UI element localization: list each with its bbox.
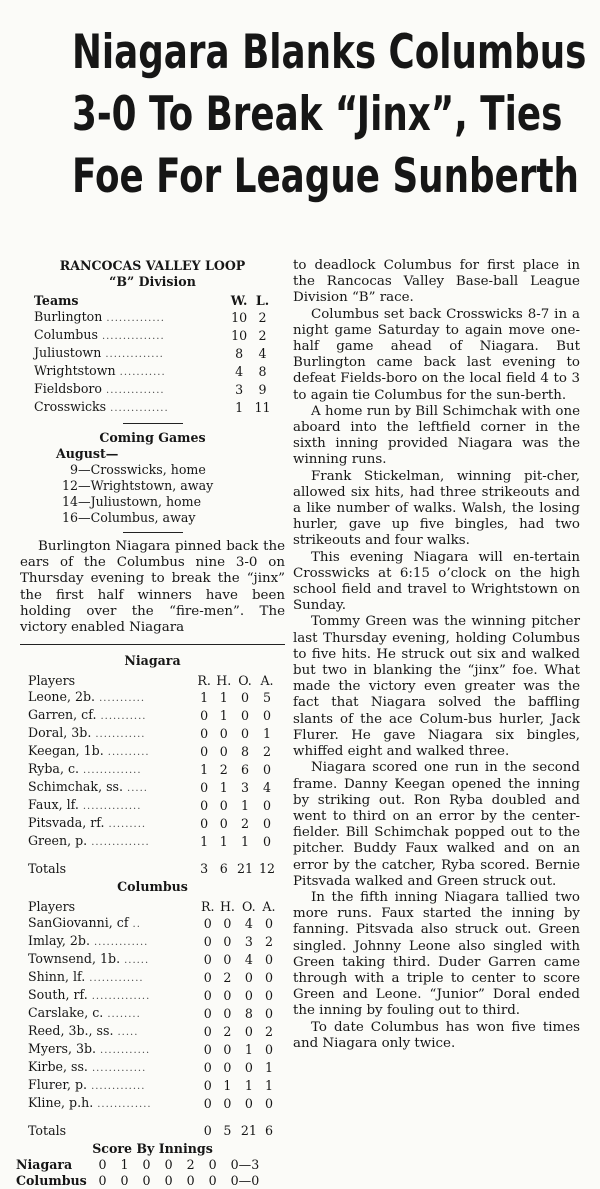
- player-name: Faux, lf.: [28, 797, 79, 813]
- box-totals-row: [28, 1123, 278, 1139]
- box-row: Schimchak, ss. ..... 0 1 3 4: [28, 779, 278, 797]
- stat-h: 0: [223, 1006, 232, 1022]
- stat-a: 0: [262, 798, 271, 814]
- box-row: Doral, 3b. ............ 0 0 0 1: [28, 725, 278, 743]
- stat-a: 0: [264, 916, 273, 932]
- standings-row: Burlington .............. 10 2: [34, 309, 274, 327]
- divider: [123, 532, 183, 533]
- team-losses: 11: [254, 400, 271, 415]
- stat-a: 4: [262, 780, 271, 796]
- standings-subtitle: “B” Division: [109, 274, 196, 289]
- box-header-o: O.: [242, 899, 256, 915]
- stat-h: 0: [219, 744, 228, 760]
- box-row: Imlay, 2b. ............. 0 0 3 2: [28, 933, 278, 951]
- stat-r: 0: [203, 970, 212, 986]
- player-name: Pitsvada, rf.: [28, 815, 105, 831]
- team-name: Columbus: [34, 327, 98, 342]
- coming-game-item: 12—Wrightstown, away: [62, 478, 214, 493]
- player-name: Carslake, c.: [28, 1005, 104, 1021]
- stat-h: 0: [223, 1042, 232, 1058]
- team-wins: 1: [235, 400, 244, 415]
- stat-r: 0: [203, 1060, 212, 1076]
- total-o: 21: [236, 861, 253, 877]
- player-name: Flurer, p.: [28, 1077, 88, 1093]
- box-header-row: [28, 673, 278, 689]
- stat-o: 1: [240, 798, 249, 814]
- box-row: Townsend, 1b. ...... 0 0 4 0: [28, 951, 278, 969]
- box-row: Myers, 3b. ............ 0 0 1 0: [28, 1041, 278, 1059]
- player-name: Ryba, c.: [28, 761, 80, 777]
- stat-h: 0: [223, 988, 232, 1004]
- coming-game-item: 16—Columbus, away: [62, 510, 196, 525]
- stat-h: 0: [219, 798, 228, 814]
- team-name: Fieldsboro: [34, 381, 103, 396]
- stat-h: 1: [219, 834, 228, 850]
- team-wins: 10: [231, 310, 248, 325]
- player-name: Keegan, 1b.: [28, 743, 104, 759]
- headline: [72, 22, 587, 208]
- stat-o: 1: [240, 834, 249, 850]
- standings-header-row: [34, 293, 274, 309]
- totals-label: Totals: [28, 1123, 67, 1139]
- player-name: Leone, 2b.: [28, 689, 96, 705]
- box-row: Garren, cf. ........... 0 1 0 0: [28, 707, 278, 725]
- box-row: Keegan, 1b. .......... 0 0 8 2: [28, 743, 278, 761]
- stat-r: 1: [200, 690, 209, 706]
- innings-scores: 0 1 0 0 2 0 0—3: [98, 1157, 260, 1173]
- stat-o: 4: [244, 916, 253, 932]
- story-paragraph: A home run by Bill Schimchak with one aboard into the leftfield corner in the sixth inning provided Niagara was the winning runs.: [293, 403, 580, 468]
- stat-r: 0: [203, 1042, 212, 1058]
- player-name: Imlay, 2b.: [28, 933, 90, 949]
- left-column: [16, 258, 285, 1189]
- story-paragraph: This evening Niagara will en-tertain Crosswicks at 6:15 o’clock on the high school field and travel to Wrightstown on Sunday.: [293, 549, 580, 614]
- total-r: 3: [200, 861, 209, 877]
- box-header-h: H.: [216, 673, 232, 689]
- total-a: 6: [264, 1123, 273, 1139]
- stat-h: 2: [223, 970, 232, 986]
- stat-o: 0: [244, 1024, 253, 1040]
- box-row: Kirbe, ss. ............. 0 0 0 1: [28, 1059, 278, 1077]
- stat-h: 1: [219, 690, 228, 706]
- standings-header-l: L.: [255, 293, 270, 308]
- box-row: Carslake, c. ........ 0 0 8 0: [28, 1005, 278, 1023]
- player-name: Doral, 3b.: [28, 725, 92, 741]
- box-row: SanGiovanni, cf .. 0 0 4 0: [28, 915, 278, 933]
- stat-r: 0: [203, 916, 212, 932]
- stat-h: 0: [219, 726, 228, 742]
- team-wins: 8: [235, 346, 244, 361]
- box-header-o: O.: [238, 673, 252, 689]
- stat-r: 0: [203, 988, 212, 1004]
- stat-o: 0: [240, 690, 249, 706]
- story-paragraph: to deadlock Columbus for first place in the Rancocas Valley Base-ball League Division “B” race.: [293, 258, 580, 306]
- headline-line-2: 3-0 To Break “Jinx”, Ties: [72, 87, 563, 142]
- stat-o: 1: [244, 1078, 253, 1094]
- niagara-box-score: [28, 673, 278, 877]
- stat-o: 4: [244, 952, 253, 968]
- player-name: Kirbe, ss.: [28, 1059, 88, 1075]
- standings-header-w: W.: [230, 293, 248, 308]
- stat-o: 0: [244, 970, 253, 986]
- divider: [123, 423, 183, 424]
- stat-a: 1: [262, 726, 271, 742]
- stat-r: 0: [203, 1024, 212, 1040]
- story-paragraph: Niagara scored one run in the second frame. Danny Keegan opened the inning by striking out. Ron Ryba doubled and went to third on an error by the center-fielder. Bill Schimchak popped out to the pitcher. Buddy Faux walked and on an error by the catcher, Ryba scored. Bernie Pitsvada walked and Green struck out.: [293, 760, 580, 889]
- standings-header-teams: Teams: [34, 293, 79, 308]
- stat-r: 0: [203, 1096, 212, 1112]
- box-row: Shinn, lf. ............. 0 2 0 0: [28, 969, 278, 987]
- total-h: 6: [219, 861, 228, 877]
- headline-line-1: Niagara Blanks Columbus: [72, 25, 587, 80]
- box-header-a: A.: [260, 673, 274, 689]
- story-paragraph: In the fifth inning Niagara tallied two more runs. Faux started the inning by fanning. Pitsvada also struck out. Green singled. Johnny Leone also singled with Green taking third. Duder Garren came through with a triple to center to score Green and Leone. “Junior” Doral ended the inning by fouling out to third.: [293, 889, 580, 1019]
- headline-line-3: Foe For League Sunberth: [72, 149, 579, 204]
- stat-h: 0: [223, 952, 232, 968]
- box-header-h: H.: [219, 899, 235, 915]
- story-paragraph: Columbus set back Crosswicks 8-7 in a night game Saturday to again move one-half game ahead of Niagara. But Burlington came back last evening to defeat Fields-boro on the local field 4 to 3 to again tie Columbus for the sun-berth.: [293, 306, 580, 403]
- coming-game-item: 14—Juliustown, home: [62, 494, 202, 509]
- player-name: Kline, p.h.: [28, 1095, 94, 1111]
- story-paragraph: To date Columbus has won five times and Niagara only twice.: [293, 1019, 580, 1051]
- innings-team: Columbus: [16, 1173, 87, 1189]
- innings-row: [16, 1173, 286, 1189]
- team-wins: 4: [235, 364, 244, 379]
- team-losses: 8: [258, 364, 267, 379]
- stat-r: 0: [200, 744, 209, 760]
- standings-row: Columbus ............... 10 2: [34, 327, 274, 345]
- box-totals-row: [28, 861, 278, 877]
- player-name: Reed, 3b., ss.: [28, 1023, 114, 1039]
- box-row: Green, p. .............. 1 1 1 0: [28, 833, 278, 851]
- box-row: Ryba, c. .............. 1 2 6 0: [28, 761, 278, 779]
- team-losses: 9: [258, 382, 267, 397]
- niagara-box-title: Niagara: [124, 653, 181, 669]
- coming-game-item: 9—Crosswicks, home: [70, 462, 206, 477]
- stat-h: 2: [223, 1024, 232, 1040]
- stat-r: 0: [203, 1006, 212, 1022]
- stat-a: 0: [264, 1042, 273, 1058]
- box-header-players: Players: [28, 673, 76, 689]
- story-paragraph: Tommy Green was the winning pitcher last Thursday evening, holding Columbus to five hits. He struck out six and walked but two in blanking the “jinx” foe. What made the victory even greater was the fact that Niagara solved the baffling slants of the ace Colum-bus hurler, Jack Flurer. He gave Niagara six bingles, whiffed eight and walked three.: [293, 614, 580, 760]
- total-r: 0: [203, 1123, 212, 1139]
- stat-o: 2: [240, 816, 249, 832]
- team-name: Wrightstown: [34, 363, 116, 378]
- stat-a: 2: [264, 1024, 273, 1040]
- standings-table: [34, 293, 274, 417]
- stat-a: 0: [264, 970, 273, 986]
- stat-a: 0: [264, 952, 273, 968]
- stat-r: 0: [200, 708, 209, 724]
- stat-o: 3: [240, 780, 249, 796]
- player-name: Myers, 3b.: [28, 1041, 97, 1057]
- stat-h: 1: [219, 780, 228, 796]
- innings-team: Niagara: [16, 1157, 73, 1173]
- box-header-players: Players: [28, 899, 76, 915]
- stat-r: 0: [203, 952, 212, 968]
- team-losses: 2: [258, 328, 267, 343]
- stat-r: 0: [200, 780, 209, 796]
- box-row: Reed, 3b., ss. ..... 0 2 0 2: [28, 1023, 278, 1041]
- lead-paragraph: Burlington Niagara pinned back the ears of the Columbus nine 3-0 on Thursday evening to break the “jinx” the first half winners have been holding over the “fire-men”. The victory enabled Niagara: [20, 539, 285, 636]
- box-header-r: R.: [197, 673, 211, 689]
- stat-a: 0: [264, 988, 273, 1004]
- stat-a: 1: [264, 1060, 273, 1076]
- stat-a: 0: [262, 708, 271, 724]
- box-row: Kline, p.h. ............. 0 0 0 0: [28, 1095, 278, 1113]
- stat-a: 5: [262, 690, 271, 706]
- team-name: Burlington: [34, 309, 103, 324]
- divider: [20, 644, 285, 645]
- total-a: 12: [258, 861, 275, 877]
- stat-o: 0: [244, 988, 253, 1004]
- stat-h: 1: [223, 1078, 232, 1094]
- stat-r: 0: [203, 1078, 212, 1094]
- stat-r: 0: [200, 798, 209, 814]
- team-losses: 2: [258, 310, 267, 325]
- standings-title: RANCOCAS VALLEY LOOP: [59, 258, 246, 273]
- stat-a: 0: [264, 1096, 273, 1112]
- stat-o: 0: [240, 708, 249, 724]
- box-header-r: R.: [201, 899, 215, 915]
- columbus-box-title: Columbus: [117, 879, 188, 895]
- stat-r: 0: [203, 934, 212, 950]
- stat-a: 0: [262, 834, 271, 850]
- box-header-row: [28, 899, 278, 915]
- player-name: Garren, cf.: [28, 707, 97, 723]
- total-o: 21: [240, 1123, 257, 1139]
- stat-a: 0: [264, 1006, 273, 1022]
- team-wins: 10: [231, 328, 248, 343]
- coming-games-month: August—: [56, 446, 119, 461]
- stat-a: 2: [262, 744, 271, 760]
- stat-o: 1: [244, 1042, 253, 1058]
- stat-o: 8: [240, 744, 249, 760]
- stat-h: 0: [219, 816, 228, 832]
- player-name: Schimchak, ss.: [28, 779, 124, 795]
- team-wins: 3: [235, 382, 244, 397]
- innings-row: [16, 1157, 286, 1173]
- box-row: Leone, 2b. ........... 1 1 0 5: [28, 689, 278, 707]
- stat-o: 8: [244, 1006, 253, 1022]
- stat-h: 0: [223, 1096, 232, 1112]
- stat-r: 1: [200, 762, 209, 778]
- team-losses: 4: [258, 346, 267, 361]
- player-name: Green, p.: [28, 833, 88, 849]
- stat-a: 1: [264, 1078, 273, 1094]
- total-h: 5: [223, 1123, 232, 1139]
- box-row: Faux, lf. .............. 0 0 1 0: [28, 797, 278, 815]
- stat-h: 1: [219, 708, 228, 724]
- box-row: South, rf. .............. 0 0 0 0: [28, 987, 278, 1005]
- coming-games-title: Coming Games: [99, 430, 206, 445]
- box-header-a: A.: [262, 899, 276, 915]
- standings-row: Fieldsboro .............. 3 9: [34, 381, 274, 399]
- score-by-innings-title: Score By Innings: [92, 1141, 213, 1157]
- stat-h: 2: [219, 762, 228, 778]
- stat-h: 0: [223, 916, 232, 932]
- stat-h: 0: [223, 1060, 232, 1076]
- stat-a: 0: [262, 816, 271, 832]
- columbus-box-score: [28, 899, 278, 1139]
- team-name: Juliustown: [34, 345, 102, 360]
- standings-row: Juliustown .............. 8 4: [34, 345, 274, 363]
- totals-label: Totals: [28, 861, 67, 877]
- standings-row: Crosswicks .............. 1 11: [34, 399, 274, 417]
- player-name: South, rf.: [28, 987, 88, 1003]
- stat-a: 2: [264, 934, 273, 950]
- player-name: Shinn, lf.: [28, 969, 86, 985]
- player-name: Townsend, 1b.: [28, 951, 121, 967]
- player-name: SanGiovanni, cf: [28, 915, 129, 931]
- stat-o: 6: [240, 762, 249, 778]
- stat-o: 0: [244, 1060, 253, 1076]
- standings-row: Wrightstown ........... 4 8: [34, 363, 274, 381]
- box-row: Flurer, p. ............. 0 1 1 1: [28, 1077, 278, 1095]
- innings-scores: 0 0 0 0 0 0 0—0: [98, 1173, 260, 1189]
- box-row: Pitsvada, rf. ......... 0 0 2 0: [28, 815, 278, 833]
- stat-r: 1: [200, 834, 209, 850]
- stat-o: 0: [244, 1096, 253, 1112]
- stat-r: 0: [200, 726, 209, 742]
- stat-h: 0: [223, 934, 232, 950]
- story-paragraph: Frank Stickelman, winning pit-cher, allowed six hits, had three strikeouts and a like number of walks. Walsh, the losing hurler, gave up five bingles, had two strikeouts and four walks.: [293, 468, 580, 549]
- stat-r: 0: [200, 816, 209, 832]
- score-by-innings-table: [16, 1157, 286, 1189]
- story-column: [293, 258, 580, 1052]
- stat-o: 3: [244, 934, 253, 950]
- stat-o: 0: [240, 726, 249, 742]
- team-name: Crosswicks: [34, 399, 107, 414]
- stat-a: 0: [262, 762, 271, 778]
